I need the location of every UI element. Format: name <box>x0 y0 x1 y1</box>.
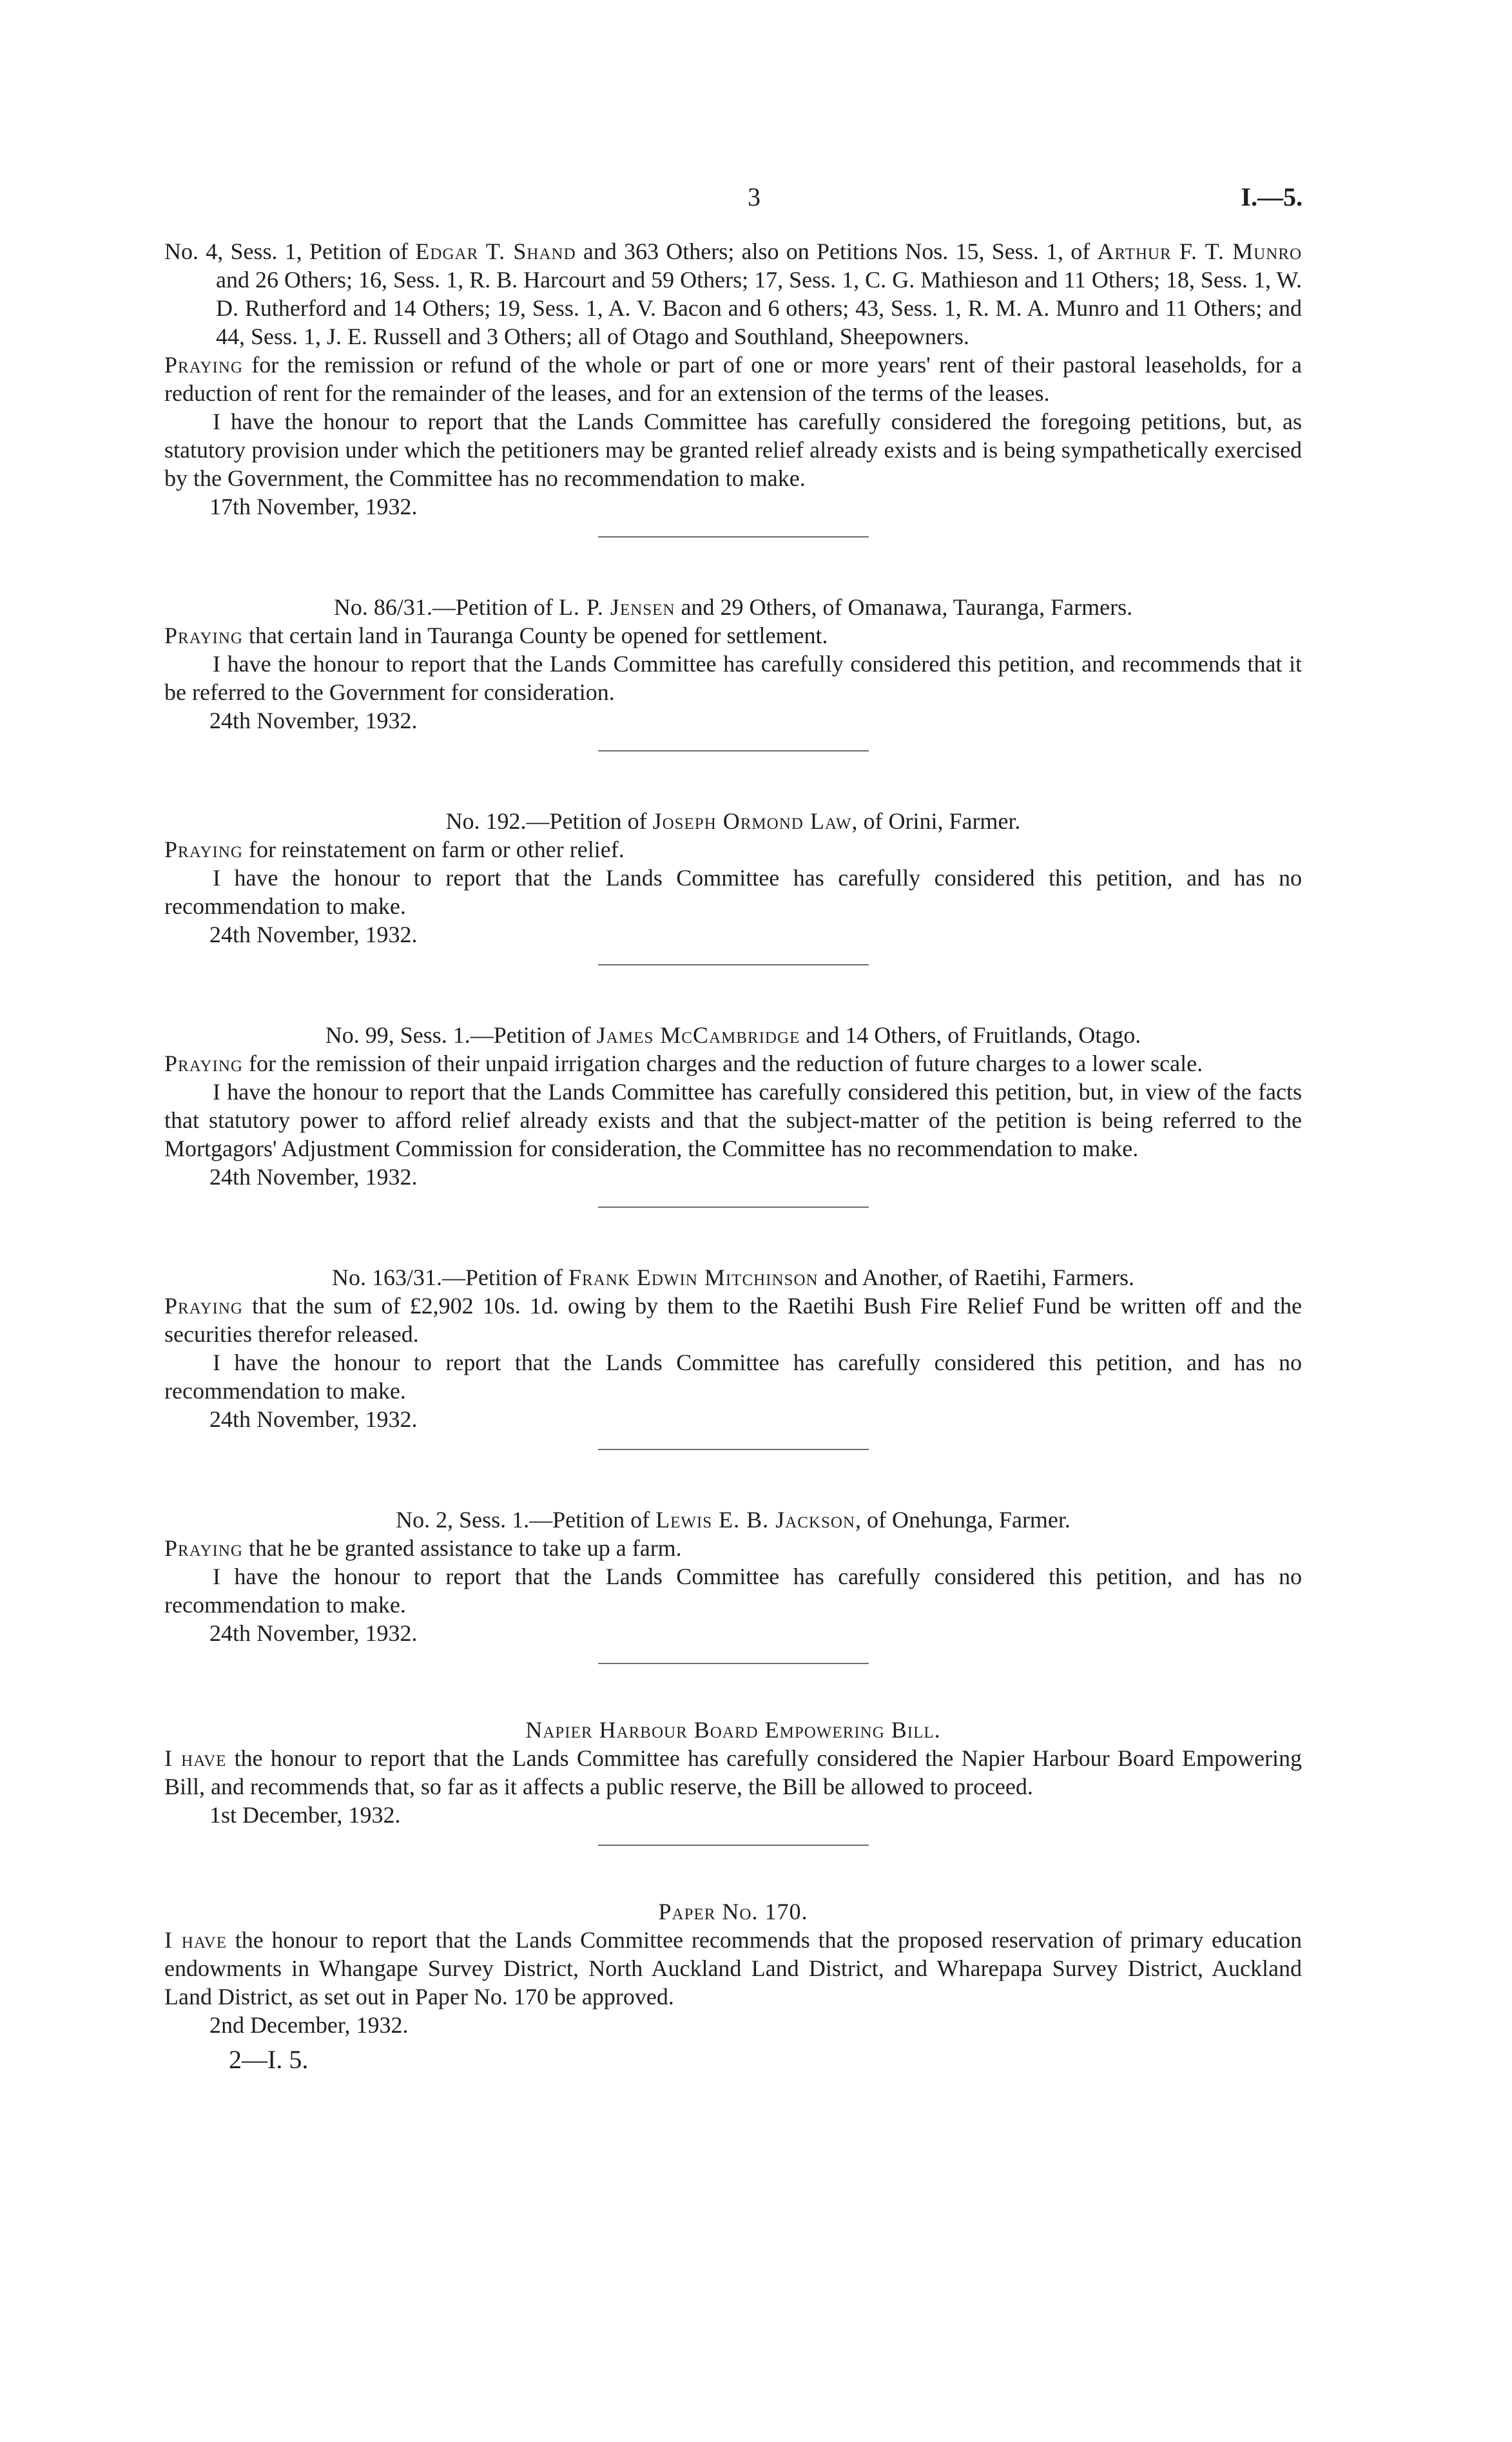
report-date: 2nd December, 1932. <box>209 2012 409 2038</box>
petition-entry <box>164 237 1302 538</box>
report-paragraph: I have the honour to report that the Lands Committee has carefully considered this petition, and has no recommendation to make. <box>164 1350 1302 1404</box>
report-paragraph: I have the honour to report that the Lands Committee has carefully considered this petition, and has no recommendation to make. <box>164 1564 1302 1618</box>
document-reference: I.—5. <box>1241 182 1303 211</box>
report-section <box>164 1897 1302 2039</box>
petitioner-name: Joseph Ormond Law <box>652 808 852 834</box>
petition-entry <box>164 1263 1302 1450</box>
petitioner-name: James McCambridge <box>596 1022 800 1048</box>
praying-paragraph: Praying for the remission or refund of the whole or part of one or more years' rent of their pastoral leaseholds, for a reduction of rent for the remainder of the leases, and for an extension of the terms of the leases. <box>164 352 1302 406</box>
report-date: 1st December, 1932. <box>209 1802 401 1828</box>
petition-entry <box>164 807 1302 965</box>
signature-mark: 2—I. 5. <box>229 2045 309 2074</box>
report-date: 24th November, 1932. <box>209 1406 418 1432</box>
section-title: Paper No. 170. <box>658 1899 808 1924</box>
praying-paragraph: Praying that he be granted assistance to take up a farm. <box>164 1535 682 1561</box>
report-section <box>164 1716 1302 1846</box>
petition-heading: No. 2, Sess. 1.—Petition of Lewis E. B. Jackson, of Onehunga, Farmer. <box>396 1507 1071 1533</box>
petitioner-name: Edgar T. Shand <box>415 238 576 264</box>
petitioner-name: L. P. Jensen <box>558 594 675 620</box>
report-date: 17th November, 1932. <box>209 494 418 519</box>
report-paragraph: I have the honour to report that the Lands Committee has carefully considered this petition, and recommends that it be referred to the Government for consideration. <box>164 651 1302 705</box>
report-paragraph: I have the honour to report that the Lands Committee has carefully considered this petition, but, in view of the facts that statutory power to afford relief already exists and that the subject-matter of the petition is being referred to the Mortgagors' Adjustment Commission for consideration, the Committee has no recommendation to make. <box>164 1079 1302 1161</box>
report-date: 24th November, 1932. <box>209 708 418 733</box>
section-title: Napier Harbour Board Empowering Bill. <box>525 1717 941 1743</box>
petitioner-name: Arthur F. T. Munro <box>1097 238 1303 264</box>
section-paragraph: I have the honour to report that the Lands Committee recommends that the proposed reservation of primary education endowments in Whangape Survey District, North Auckland Land District, and Wharepapa Survey District, Auckland Land District, as set out in Paper No. 170 be approved. <box>164 1927 1302 2010</box>
page-content <box>164 237 1302 2074</box>
petition-entry <box>164 1021 1302 1208</box>
praying-paragraph: Praying that certain land in Tauranga County be opened for settlement. <box>164 623 828 648</box>
report-date: 24th November, 1932. <box>209 1164 418 1190</box>
report-date: 24th November, 1932. <box>209 1620 418 1646</box>
praying-paragraph: Praying for the remission of their unpaid irrigation charges and the reduction of future charges to a lower scale. <box>164 1051 1203 1076</box>
praying-paragraph: Praying that the sum of £2,902 10s. 1d. owing by them to the Raetihi Bush Fire Relief Fund be written off and the securities therefor released. <box>164 1293 1302 1347</box>
section-paragraph: I have the honour to report that the Lands Committee has carefully considered the Napier Harbour Board Empowering Bill, and recommends that, so far as it affects a public reserve, the Bill be allowed to proceed. <box>164 1745 1302 1799</box>
report-paragraph: I have the honour to report that the Lands Committee has carefully considered the foregoing petitions, but, as statutory provision under which the petitioners may be granted relief already exists and is being sympathetically exercised by the Government, the Committee has no recommendation to make. <box>164 409 1302 491</box>
petition-heading: No. 4, Sess. 1, Petition of Edgar T. Shand and 363 Others; also on Petitions Nos. 15, Sess. 1, of Arthur F. T. Munro and 26 Others; 16, Sess. 1, R. B. Harcourt and 59 Others; 17, Sess. 1, C. G. Mathieson and 11 Others; 18, Sess. 1, W. D. Rutherford and 14 Others; 19, Sess. 1, A. V. Bacon and 6 others; 43, Sess. 1, R. M. A. Munro and 11 Others; and 44, Sess. 1, J. E. Russell and 3 Others; all of Otago and Southland, Sheepowners. <box>164 238 1303 349</box>
petition-heading: No. 99, Sess. 1.—Petition of James McCambridge and 14 Others, of Fruitlands, Otago. <box>325 1022 1141 1048</box>
petition-entry <box>164 593 1302 751</box>
petition-entry <box>164 1506 1302 1664</box>
petitioner-name: Lewis E. B. Jackson <box>655 1507 855 1533</box>
praying-paragraph: Praying for reinstatement on farm or other relief. <box>164 837 625 862</box>
petition-heading: No. 192.—Petition of Joseph Ormond Law, of Orini, Farmer. <box>445 808 1021 834</box>
page-number: 3 <box>748 182 761 211</box>
petition-heading: No. 163/31.—Petition of Frank Edwin Mitchinson and Another, of Raetihi, Farmers. <box>331 1265 1135 1290</box>
petitioner-name: Frank Edwin Mitchinson <box>568 1265 819 1290</box>
report-date: 24th November, 1932. <box>209 922 418 947</box>
petition-heading: No. 86/31.—Petition of L. P. Jensen and 29 Others, of Omanawa, Tauranga, Farmers. <box>333 594 1133 620</box>
page-header <box>0 182 1512 220</box>
report-paragraph: I have the honour to report that the Lands Committee has carefully considered this petition, and has no recommendation to make. <box>164 865 1302 919</box>
